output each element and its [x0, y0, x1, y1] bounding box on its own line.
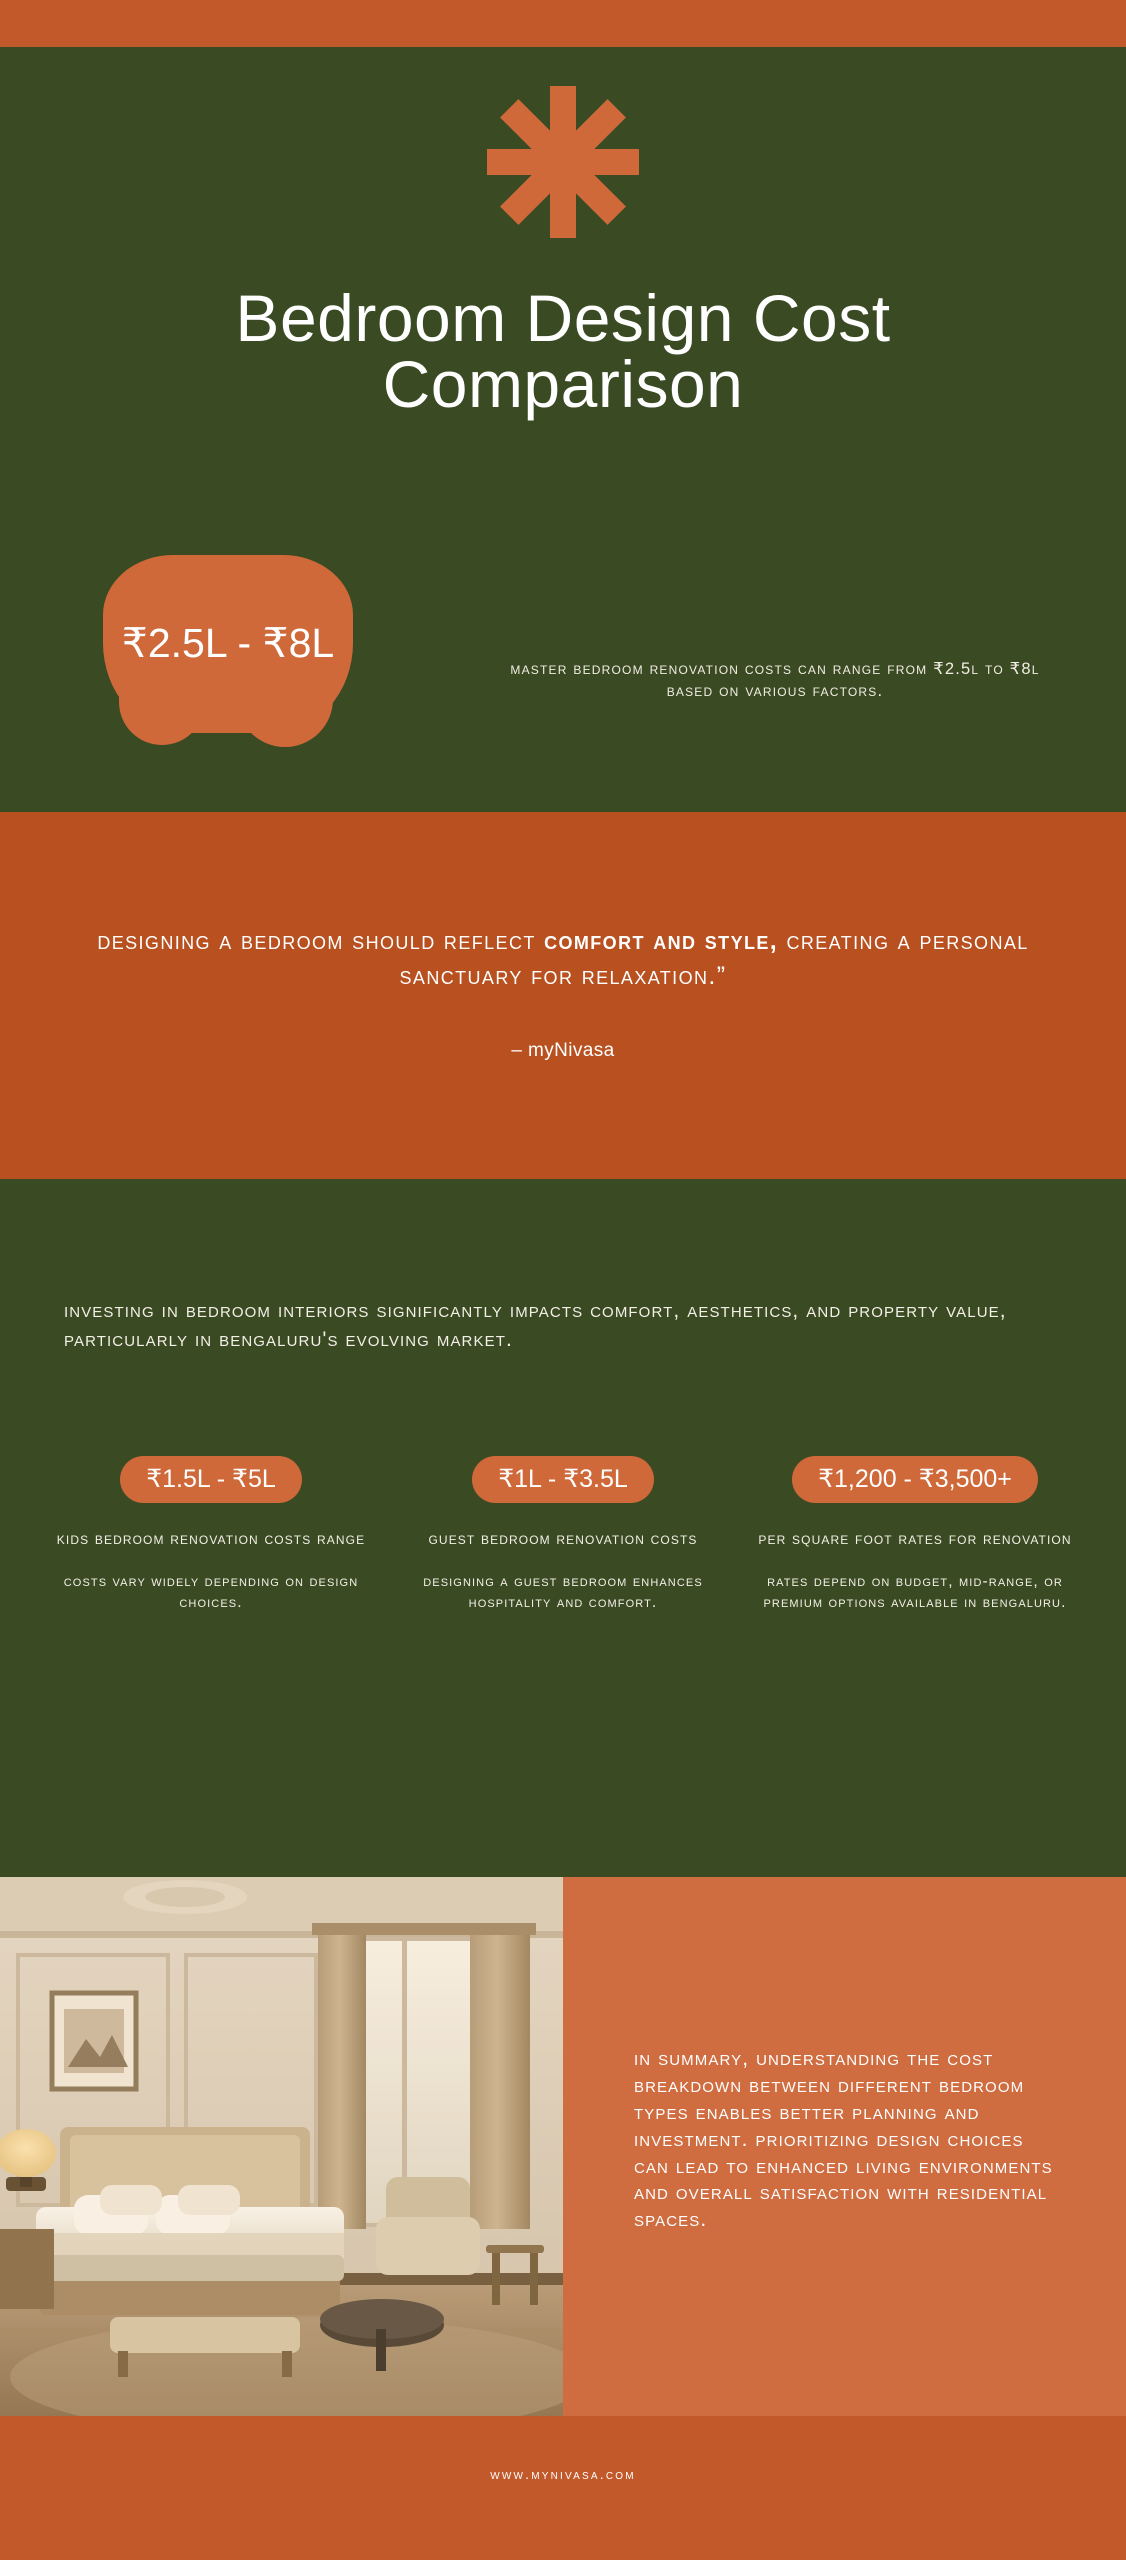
cost-column-persqft: [756, 1456, 1074, 1613]
cost-description: designing a guest bedroom enhances hospitality and comfort.: [423, 1573, 703, 1611]
cost-description: rates depend on budget, mid-range, or premium options available in bengaluru.: [763, 1573, 1067, 1611]
price-badge: [103, 555, 353, 733]
footer: [0, 2416, 1126, 2560]
body-section: [0, 1179, 1126, 1877]
hero-section: [0, 47, 1126, 812]
cost-column-kids: [52, 1456, 370, 1613]
cost-heading: kids bedroom renovation costs range: [56, 1530, 366, 1548]
quote-section: [0, 812, 1126, 1179]
quote-text: [80, 924, 1046, 993]
hero-note: master bedroom renovation costs can range from ₹2.5l to ₹8l based on various factors.: [510, 660, 1040, 701]
summary-text: in summary, understanding the cost breakdown between different bedroom types enables better planning and investment. prioritizing design choices can lead to enhanced living environments and overall satisfaction with residential spaces.: [634, 2047, 1053, 2232]
cost-pill: ₹1.5L - ₹5L: [120, 1456, 302, 1503]
cost-pill: ₹1,200 - ₹3,500+: [792, 1456, 1038, 1503]
asterisk-icon: [483, 92, 643, 232]
quote-author: – myNivasa: [511, 1040, 615, 1061]
cost-heading: guest bedroom renovation costs: [428, 1530, 698, 1548]
quote-text-part1: designing a bedroom should reflect: [97, 927, 545, 955]
cost-column-guest: [404, 1456, 722, 1613]
price-badge-label: ₹2.5L - ₹8L: [121, 620, 335, 667]
intro-paragraph: investing in bedroom interiors significantly impacts comfort, aesthetics, and property value, particularly in bengaluru's evolving market.: [64, 1299, 1007, 1351]
bedroom-illustration: [0, 1877, 563, 2416]
cost-columns: [52, 1456, 1074, 1613]
cost-heading: per square foot rates for renovation: [758, 1530, 1072, 1548]
photo-summary-row: [0, 1877, 1126, 2416]
luxury-bedroom-photo: [0, 1877, 563, 2416]
logo-wrap: [0, 87, 1126, 237]
cost-description: costs vary widely depending on design choices.: [63, 1573, 359, 1611]
quote-text-bold: comfort and style,: [544, 927, 779, 955]
quote-text-part2: creating a personal sanctuary for relaxation.”: [399, 927, 1029, 990]
page-title: Bedroom Design Cost Comparison: [235, 281, 891, 421]
footer-website-url[interactable]: www.mynivasa.com: [490, 2466, 636, 2482]
cost-pill: ₹1L - ₹3.5L: [472, 1456, 654, 1503]
summary-panel: [563, 1877, 1126, 2416]
